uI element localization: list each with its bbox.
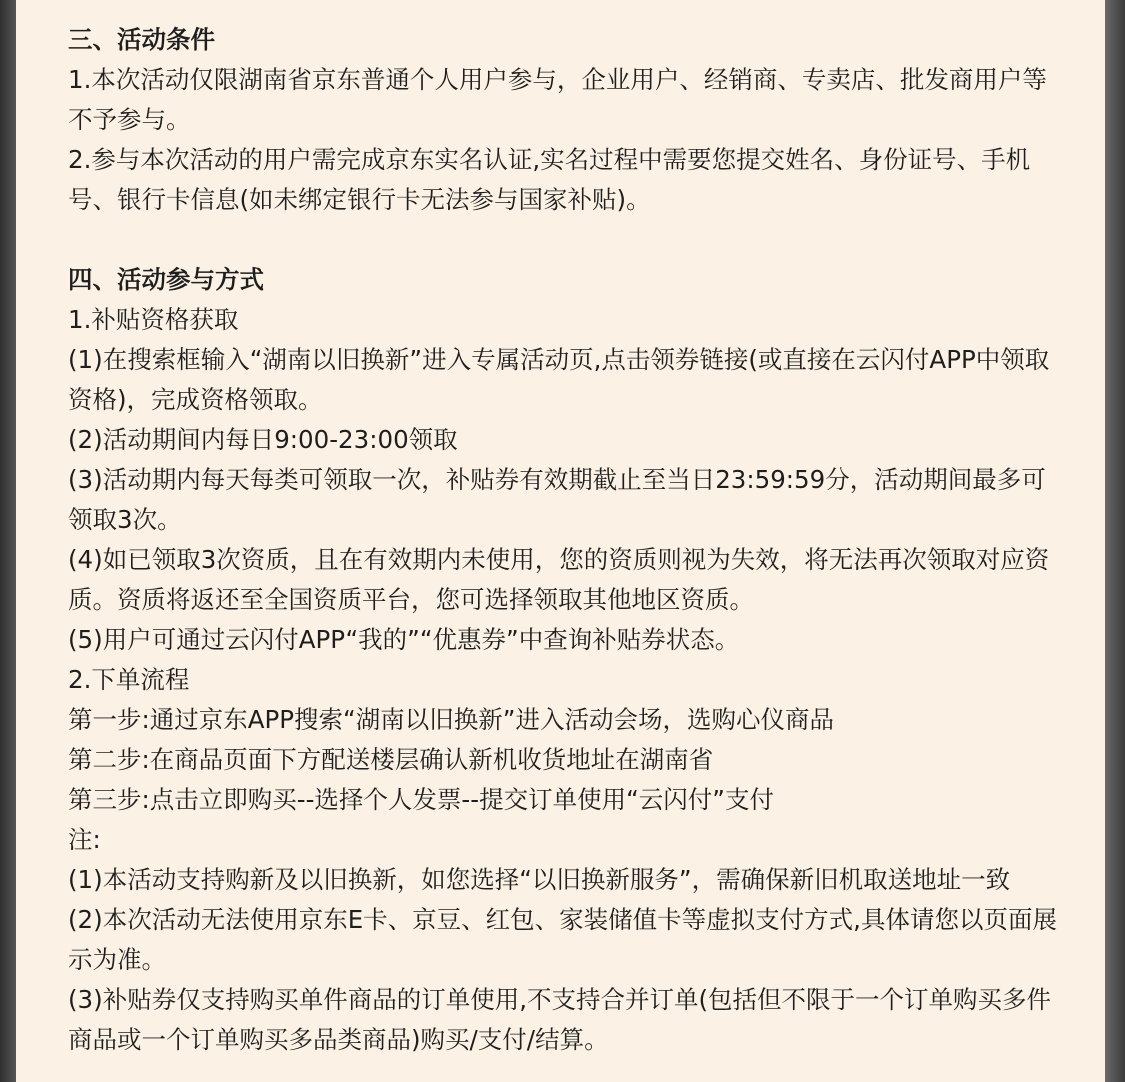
order-step: 第一步:通过京东APP搜索“湖南以旧换新”进入活动会场，选购心仪商品 [68, 705, 834, 734]
condition-item-1: 1.本次活动仅限湖南省京东普通个人用户参与，企业用户、经销商、专卖店、批发商用户等不予参与。 [68, 65, 1047, 134]
rules-card [16, 0, 1105, 1082]
eligibility-item: (3)活动期内每天每类可领取一次，补贴券有效期截止至当日23:59:59分，活动期间最多可领取3次。 [68, 465, 1046, 534]
right-border [1105, 0, 1125, 1082]
left-border [0, 0, 16, 1082]
order-step: 第三步:点击立即购买--选择个人发票--提交订单使用“云闪付”支付 [68, 785, 774, 814]
eligibility-item: (1)在搜索框输入“湖南以旧换新”进入专属活动页,点击领券链接(或直接在云闪付APP中领取资格)，完成资格领取。 [68, 345, 1050, 414]
eligibility-item: (5)用户可通过云闪付APP“我的”“优惠券”中查询补贴券状态。 [68, 625, 740, 654]
eligibility-item: (2)活动期间内每日9:00-23:00领取 [68, 425, 458, 454]
eligibility-item: (4)如已领取3次资质，且在有效期内未使用，您的资质则视为失效，将无法再次领取对应资质。资质将返还至全国资质平台，您可选择领取其他地区资质。 [68, 545, 1050, 614]
note-label: 注: [68, 825, 101, 854]
note-item: (3)补贴券仅支持购买单件商品的订单使用,不支持合并订单(包括但不限于一个订单购买多件商品或一个订单购买多品类商品)购买/支付/结算。 [68, 985, 1052, 1054]
subsection-title-order-flow: 2.下单流程 [68, 665, 190, 694]
section-title-conditions: 三、活动条件 [68, 25, 215, 54]
order-step: 第二步:在商品页面下方配送楼层确认新机收货地址在湖南省 [68, 745, 714, 774]
section-spacer [68, 220, 1068, 260]
note-item: (2)本次活动无法使用京东E卡、京豆、红包、家装储值卡等虚拟支付方式,具体请您以页面展示为准。 [68, 905, 1057, 974]
section-title-participation: 四、活动参与方式 [68, 265, 264, 294]
subsection-title-eligibility: 1.补贴资格获取 [68, 305, 239, 334]
condition-item-2: 2.参与本次活动的用户需完成京东实名认证,实名过程中需要您提交姓名、身份证号、手机号、银行卡信息(如未绑定银行卡无法参与国家补贴)。 [68, 145, 1031, 214]
rules-text [68, 20, 1068, 1060]
note-item: (1)本活动支持购新及以旧换新，如您选择“以旧换新服务”，需确保新旧机取送地址一致 [68, 865, 1011, 894]
